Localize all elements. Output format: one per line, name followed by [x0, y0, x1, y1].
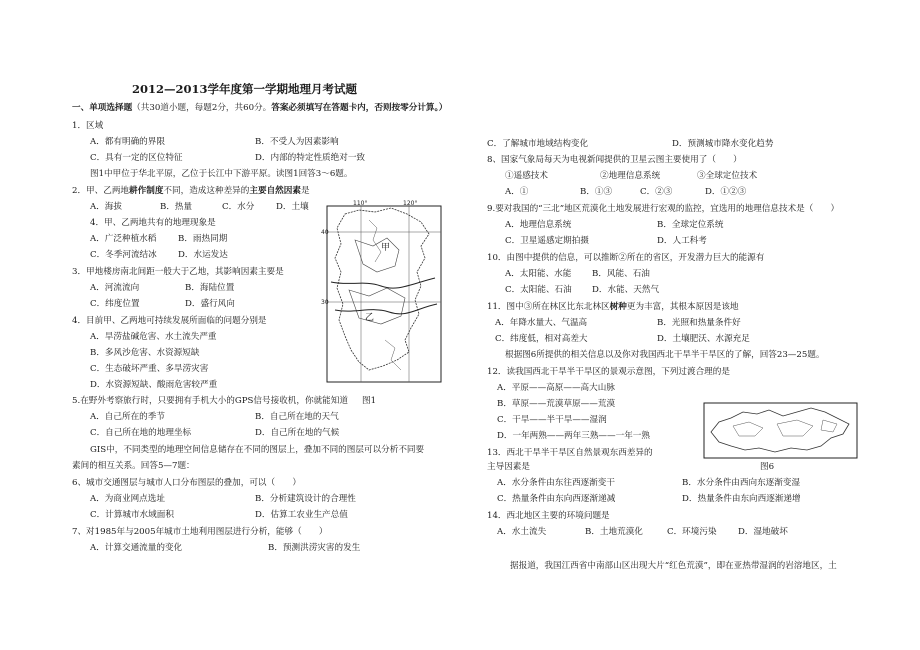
map1-lat-30: 30: [321, 299, 329, 306]
q8-option-d: D．①②③: [705, 187, 747, 197]
map1-river: [335, 304, 437, 314]
q6-option-b: B．分析建筑设计的合理性: [255, 494, 356, 504]
q8-option-b: B．①③: [580, 187, 613, 197]
q11-option-b: B．光照和热量条件好: [657, 318, 741, 328]
section-heading-label: 一、单项选择题: [72, 103, 133, 113]
q10-stem: 10．由图中提供的信息，可以推断②所在的省区，开发潜力巨大的能源有: [487, 253, 765, 263]
map6-basin: [777, 420, 813, 436]
q13-option-c: C．热量条件由东向西逐渐递减: [497, 494, 616, 504]
q13-stem-line2: 主导因素是: [487, 462, 530, 472]
q11-option-c: C．纬度低，相对高差大: [495, 334, 588, 344]
q4-option-c: C．冬季河流结冰: [90, 250, 157, 260]
q3-option-d: D．盛行风向: [185, 299, 235, 309]
q11-stem-bold: 树种: [609, 302, 627, 312]
q7-stem: 7、对1985年与2005年城市土地利用图层进行分析，能够（ ）: [72, 527, 328, 537]
q14-option-b: B．土地荒漠化: [585, 527, 643, 537]
q4-stem: 4．甲、乙两地共有的地理现象是: [90, 218, 216, 228]
map1-lon-120: 120°: [403, 200, 418, 207]
q3-stem: 3．甲地楼房南北间距一般大于乙地，其影响因素主要是: [72, 267, 284, 277]
q7-option-c: C．了解城市地域结构变化: [487, 139, 589, 149]
q9-option-a: A．地理信息系统: [505, 220, 572, 230]
q10-option-b: B．风能、石油: [592, 269, 650, 279]
q10-option-a: A．太阳能、水能: [505, 269, 572, 279]
figure1-map: [321, 200, 443, 385]
q5-option-c: C．自己所在地的地理坐标: [90, 428, 192, 438]
map1-border-line: [385, 340, 401, 370]
q11-stem-part: 11．图中③所在林区比东北林区: [487, 302, 610, 312]
map1-region-outline: [335, 208, 429, 370]
map6-basin: [733, 422, 763, 436]
q5-option-b: B．自己所在地的天气: [255, 412, 339, 422]
q12-option-d: D．一年两熟——两年三熟——一年一熟: [497, 431, 650, 441]
q8-stem: 8、国家气象局每天为电视新闻提供的卫星云图主要使用了（ ）: [487, 155, 742, 165]
q2-stem-bold: 耕作制度: [129, 186, 164, 196]
q6-option-c: C．计算城市水域面积: [90, 510, 174, 520]
q2-stem-part: 2．甲、乙两地: [72, 186, 130, 196]
map1-province-border: [349, 288, 405, 324]
q1-option-c: C．具有一定的区位特征: [90, 153, 183, 163]
q9-option-b: B．全球定位系统: [657, 220, 724, 230]
figure6-map: [703, 402, 858, 459]
q2-option-d: D．土壤: [276, 202, 309, 212]
gis-intro-line1: GIS中，不同类型的地理空间信息储存在不同的图层上，叠加不同的图层可以分析不同要: [90, 445, 425, 455]
figure6-intro: 根据图6所提供的相关信息以及你对我国西北干旱半干旱区的了解，回答23—25题。: [505, 350, 825, 360]
q8-option-c: C．②③: [640, 187, 673, 197]
q11-option-d: D．土壤肥沃、水源充足: [657, 334, 750, 344]
q2-stem-part: 不同，造成这种差异的: [163, 186, 250, 196]
q4b-option-c: C．生态破坏严重、多旱涝灾害: [90, 364, 209, 374]
q11-option-a: A．年降水量大、气温高: [495, 318, 588, 328]
q1-stem: 1．区域: [72, 121, 104, 131]
q12-option-c: C．干旱——半干旱——湿润: [497, 415, 607, 425]
figure6-caption: 图6: [760, 462, 775, 472]
section-note: （共30道小题，每题2分，共60分。: [132, 103, 272, 113]
q4b-option-a: A．旱涝盐碱危害、水土流失严重: [90, 332, 217, 342]
q6-option-d: D．估算工农业生产总值: [255, 510, 348, 520]
q10-option-c: C．太阳能、石油: [505, 285, 572, 295]
q7-option-b: B．预测洪涝灾害的发生: [268, 543, 361, 553]
map1-label-yi: 乙: [365, 313, 375, 323]
q2-stem: [72, 186, 310, 197]
q2-stem-part: 是: [300, 186, 310, 196]
q9-option-d: D．人工科考: [657, 236, 707, 246]
q1-option-b: B．不受人为因素影响: [255, 137, 339, 147]
q11-stem-part: 更为丰富，其根本原因是该地: [626, 302, 739, 312]
report-paragraph: 据报道，我国江西省中南部山区出现大片“红色荒漠”，即在亚热带湿润的岩溶地区，土: [510, 561, 837, 571]
q8-item-1: ①遥感技术: [505, 171, 548, 181]
q6-option-a: A．为商业网点选址: [90, 494, 165, 504]
q14-option-a: A．水土流失: [497, 527, 547, 537]
map1-province-border: [355, 238, 399, 272]
q12-option-b: B．草原——荒漠草原——荒漠: [497, 399, 616, 409]
q13-stem-line1: 13．西北干旱半干旱区自然景观东西差异的: [487, 448, 653, 458]
q14-stem: 14．西北地区主要的环境问题是: [487, 511, 610, 521]
q12-stem: 12．读我国西北干旱半干旱区的景观示意图，下列过渡合理的是: [487, 367, 730, 377]
q2-option-c: C．水分: [222, 202, 255, 212]
q7-option-a: A．计算交通流量的变化: [90, 543, 183, 553]
q8-item-3: ③全球定位技术: [697, 171, 758, 181]
q5-option-a: A．自己所在的季节: [90, 412, 165, 422]
q2-option-b: B．热量: [160, 202, 193, 212]
map1-lat-40: 40: [321, 229, 329, 236]
gis-intro-line2: 素间的相互关系。回答5—7题：: [72, 461, 195, 471]
q7-option-d: D．预测城市降水变化趋势: [672, 139, 774, 149]
q13-option-d: D．热量条件由东向西逐渐递增: [682, 494, 801, 504]
q1-option-d: D．内部的特定性质绝对一致: [255, 153, 366, 163]
exam-title: 2012—2013学年度第一学期地理月考试题: [132, 82, 358, 96]
q4-option-a: A．广泛种植水稻: [90, 234, 157, 244]
q14-option-d: D．湿地破坏: [738, 527, 788, 537]
q5-option-d: D．自己所在地的气候: [255, 428, 340, 438]
q3-option-c: C．纬度位置: [90, 299, 140, 309]
q5-stem: 5.在野外考察旅行时，只要拥有手机大小的GPS信号接收机，你就能知道: [72, 396, 348, 406]
q8-option-a: A．①: [505, 187, 529, 197]
map1-border-line: [369, 220, 381, 262]
map6-area: [821, 420, 837, 432]
map1-frame: [327, 206, 441, 382]
q13-option-b: B．水分条件由西向东逐渐变湿: [682, 478, 801, 488]
q4b-option-b: B．多风沙危害、水资源短缺: [90, 348, 200, 358]
q8-item-2: ②地理信息系统: [600, 171, 661, 181]
q9-stem: 9.要对我国的“三北”地区荒漠化土地发展进行宏观的监控，宜选用的地理信息技术是（ ）: [487, 204, 840, 214]
q4-option-d: D．水运发达: [178, 250, 228, 260]
q4-option-b: B．雨热同期: [178, 234, 228, 244]
figure1-intro: 图1中甲位于华北平原，乙位于长江中下游平原。读图1回答3～6题。: [90, 169, 353, 179]
section-heading: [72, 103, 447, 114]
q4b-option-d: D．水资源短缺、酸雨危害较严重: [90, 380, 218, 390]
q12-option-a: A．平原——高原——高大山脉: [497, 383, 615, 393]
map1-lon-110: 110°: [353, 200, 368, 207]
section-note-bold: 答案必须填写在答题卡内，否则按零分计算。）: [271, 103, 448, 113]
q14-option-c: C．环境污染: [667, 527, 717, 537]
q2-stem-bold: 主要自然因素: [249, 186, 301, 196]
map1-label-jia: 甲: [381, 243, 391, 253]
q11-stem: [487, 302, 739, 313]
q1-option-a: A．都有明确的界限: [90, 137, 165, 147]
q9-option-c: C．卫星遥感定期拍摄: [505, 236, 589, 246]
q3-option-a: A．河流流向: [90, 283, 140, 293]
q13-option-a: A．水分条件由东往西逐渐变干: [497, 478, 615, 488]
q3-option-b: B．海陆位置: [185, 283, 235, 293]
q2-option-a: A．海拔: [90, 202, 122, 212]
figure1-caption: 图1: [362, 396, 377, 406]
q4b-stem: 4．目前甲、乙两地可持续发展所面临的问题分别是: [72, 316, 267, 326]
q6-stem: 6、城市交通图层与城市人口分布图层的叠加，可以（ ）: [72, 478, 301, 488]
q10-option-d: D．水能、天然气: [592, 285, 660, 295]
